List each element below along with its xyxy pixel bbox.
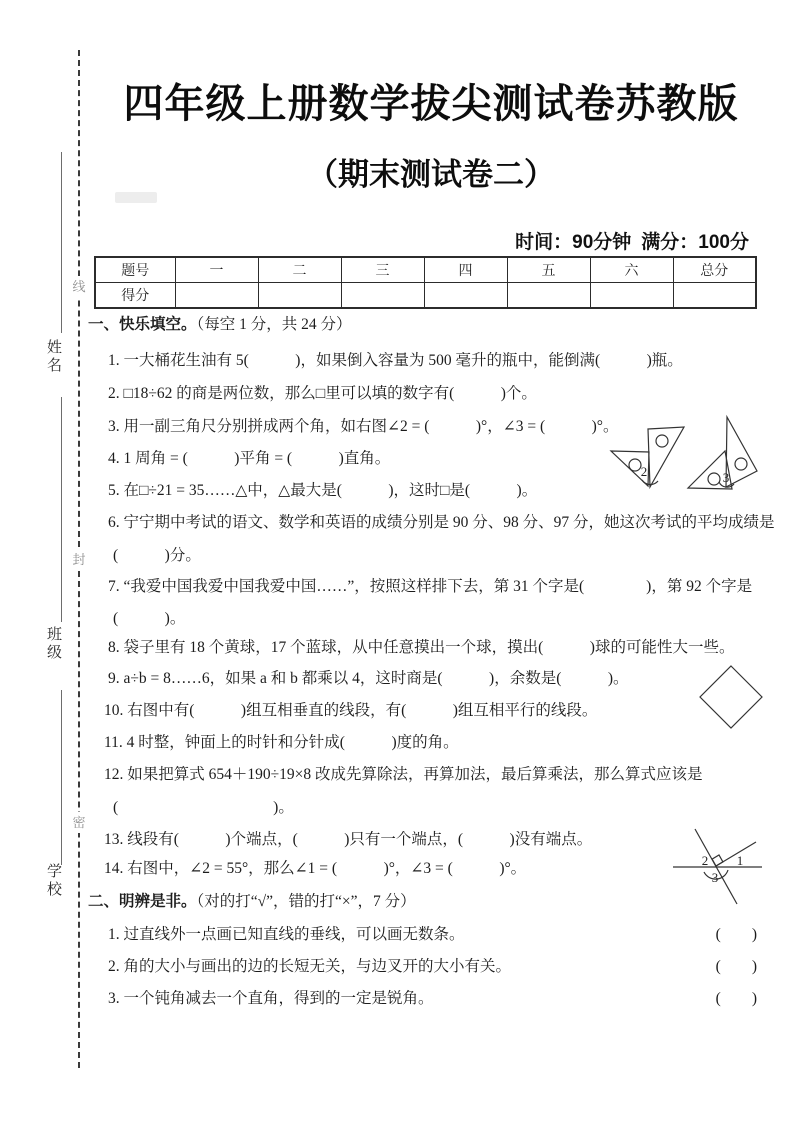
rhombus-shape [700, 666, 762, 728]
score-blank-cell [424, 283, 507, 309]
question-12-line2: ( )。 [113, 799, 294, 816]
set-square-hole [629, 459, 641, 471]
angle-2-label: 2 [640, 464, 648, 479]
score-table-cell: 六 [590, 257, 673, 283]
question-13: 13. 线段有( )个端点，( )只有一个端点，( )没有端点。 [104, 831, 593, 848]
set-square-triangle [726, 417, 757, 487]
name-write-line [61, 152, 62, 333]
score-table [94, 256, 757, 309]
time-limit: 时间：90分钟 [515, 232, 632, 253]
angle-2-label: 2 [701, 853, 709, 868]
class-field-label: 班级 [45, 626, 61, 662]
score-table-cell: 总分 [673, 257, 756, 283]
score-blank-cell [341, 283, 424, 309]
question-12-line1: 12. 如果把算式 654＋190÷19×8 改成先算除法，再算加法，最后算乘法，那么算式应该是 [104, 766, 703, 783]
seal-char-xian: 线 [71, 276, 86, 297]
score-table-cell: 一 [175, 257, 258, 283]
right-angle-marker [712, 855, 723, 866]
set-square-hole [656, 435, 668, 447]
question-10: 10. 右图中有( )组互相垂直的线段，有( )组互相平行的线段。 [104, 702, 598, 719]
angle-3-label: 3 [711, 870, 719, 885]
seal-char-feng: 封 [71, 549, 86, 570]
seal-char-mi: 密 [71, 812, 86, 833]
answer-blank: ( ) [715, 958, 757, 975]
question-4: 4. 1 周角 = ( )平角 = ( )直角。 [108, 450, 391, 467]
score-table-cell: 三 [341, 257, 424, 283]
score-blank-cell [258, 283, 341, 309]
section-1-heading: 一、快乐填空。（每空 1 分，共 24 分） [88, 316, 352, 333]
angle-3-label: 3 [722, 470, 730, 485]
page-title: 四年级上册数学拔尖测试卷苏教版 [123, 82, 739, 126]
answer-blank: ( ) [715, 926, 757, 943]
question-1: 1. 一大桶花生油有 5( )，如果倒入容量为 500 毫升的瓶中，能倒满( )瓶。 [108, 352, 683, 369]
tf-question-3: 3. 一个钝角减去一个直角，得到的一定是锐角。 ( ) [95, 988, 757, 1010]
tf-question-2: 2. 角的大小与画出的边的长短无关，与边叉开的大小有关。 ( ) [95, 956, 757, 978]
set-square-hole [708, 473, 720, 485]
answer-blank: ( ) [715, 990, 757, 1007]
score-table-cell: 五 [507, 257, 590, 283]
score-blank-cell [507, 283, 590, 309]
set-squares-figure [595, 410, 773, 512]
question-5: 5. 在□÷21 = 35……△中，△最大是( )，这时□是( )。 [108, 482, 538, 499]
score-table-cell: 题号 [95, 257, 175, 283]
score-table-score-row [95, 283, 756, 309]
score-blank-cell [175, 283, 258, 309]
question-6-line1: 6. 宁宁期中考试的语文、数学和英语的成绩分别是 90 分、98 分、97 分，她这次考试的平均成绩是 [108, 514, 775, 531]
question-9: 9. a÷b = 8……6，如果 a 和 b 都乘以 4，这时商是( )，余数是( )。 [108, 670, 629, 687]
class-write-line [61, 397, 62, 622]
question-7-line2: ( )。 [113, 610, 186, 627]
section-2-heading: 二、明辨是非。（对的打“√”，错的打“×”，7 分） [88, 893, 416, 910]
question-11: 11. 4 时整，钟面上的时针和分针成( )度的角。 [104, 734, 459, 751]
exam-meta [505, 227, 749, 254]
question-3: 3. 用一副三角尺分别拼成两个角，如右图∠2 = ( )°，∠3 = ( )°。 [108, 418, 619, 435]
name-field-label: 姓名 [45, 339, 61, 375]
tf-question-1: 1. 过直线外一点画已知直线的垂线，可以画无数条。 ( ) [95, 924, 757, 946]
page-subtitle: （期末测试卷二） [307, 157, 555, 192]
question-2: 2. □18÷62 的商是两位数，那么□里可以填的数字有( )个。 [108, 385, 537, 402]
full-score: 满分：100分 [641, 232, 749, 253]
set-square-hole [735, 458, 747, 470]
school-field-label: 学校 [45, 863, 61, 899]
question-14: 14. 右图中，∠2 = 55°，那么∠1 = ( )°，∠3 = ( )°。 [104, 860, 527, 877]
question-7-line1: 7. “我爱中国我爱中国我爱中国……”，按照这样排下去，第 31 个字是( )，第 92 个字是 [108, 578, 753, 595]
angles-figure [660, 818, 790, 910]
score-table-cell: 得分 [95, 283, 175, 309]
question-8: 8. 袋子里有 18 个黄球，17 个蓝球，从中任意摸出一个球，摸出( )球的可能性大一些。 [108, 639, 735, 656]
angle-1-label: 1 [736, 853, 744, 868]
score-table-header-row [95, 257, 756, 283]
score-blank-cell [673, 283, 756, 309]
rhombus-figure [695, 662, 767, 734]
score-blank-cell [590, 283, 673, 309]
school-write-line [61, 690, 62, 865]
score-table-cell: 四 [424, 257, 507, 283]
scan-artifact [115, 192, 157, 203]
score-table-cell: 二 [258, 257, 341, 283]
question-6-line2: ( )分。 [113, 547, 201, 564]
